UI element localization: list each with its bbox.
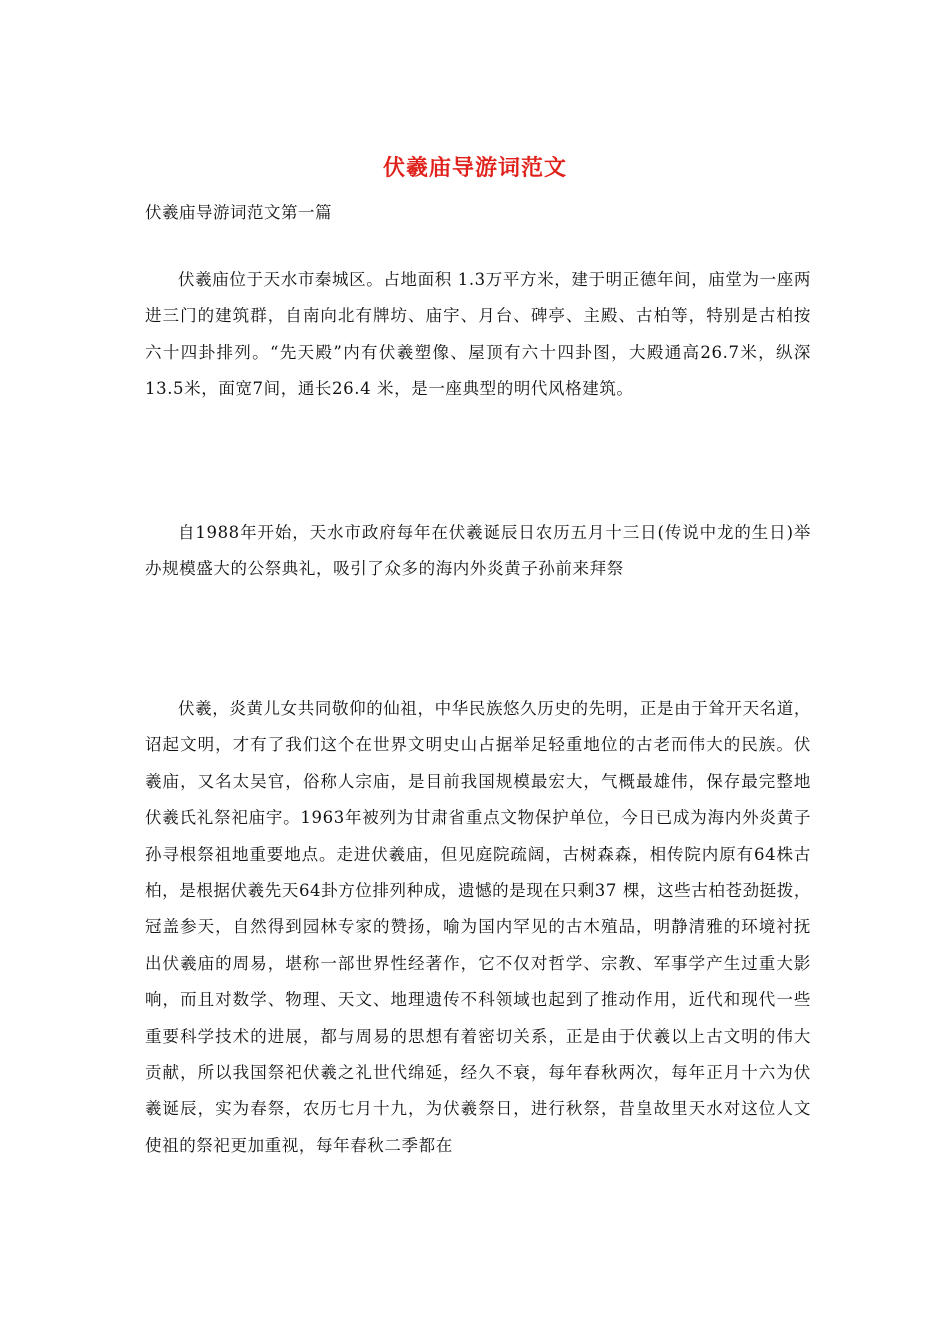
paragraph-location: 伏羲庙位于天水市秦城区。占地面积 1.3万平方米，建于明正德年间，庙堂为一座两进三门的建筑群，自南向北有牌坊、庙宇、月台、碑亭、主殿、古柏等，特别是古柏按六十四卦排列。“先天殿”内有伏羲塑像、屋顶有六十四卦图，大殿通高26.7米，纵深13.5米，面宽7间，通长26.4 米，是一座典型的明代风格建筑。	[145, 270, 811, 399]
paragraph-history: 伏羲，炎黄儿女共同敬仰的仙祖，中华民族悠久历史的先明，正是由于耸开天名道，诏起文明，才有了我们这个在世界文明史山占据举足轻重地位的古老而伟大的民族。伏羲庙，又名太吴官，俗称人宗庙，是目前我国规模最宏大，气概最雄伟，保存最完整地伏羲氏礼祭祀庙宇。1963年被列为甘肃省重点文物保护单位，今日已成为海内外炎黄子孙寻根祭祖地重要地点。走进伏羲庙，但见庭院疏阔，古树森森，相传院内原有64株古柏，是根据伏羲先天64卦方位排列种成，遗憾的是现在只剩37 棵，这些古柏苍劲挺拨，冠盖参天，自然得到园林专家的赞扬，喻为国内罕见的古木殖品，明静清雅的环境衬抚出伏羲庙的周易，堪称一部世界性经著作，它不仅对哲学、宗教、军事学产生过重大影响，而且对数学、物理、天文、地理遗传不科领域也起到了推动作用，近代和现代一些重要科学技术的进展，都与周易的思想有着密切关系，正是由于伏羲以上古文明的伟大贡献，所以我国祭祀伏羲之礼世代绵延，经久不衰，每年春秋两次，每年正月十六为伏羲诞辰，实为春祭，农历七月十九，为伏羲祭日，进行秋祭，昔皇故里天水对这位人文使祖的祭祀更加重视，每年春秋二季都在	[145, 699, 811, 1155]
document-title: 伏羲庙导游词范文	[382, 155, 567, 181]
section-heading: 伏羲庙导游词范文第一篇	[145, 203, 332, 222]
paragraph-ceremony: 自1988年开始，天水市政府每年在伏羲诞辰日农历五月十三日(传说中龙的生日)举办规模盛大的公祭典礼，吸引了众多的海内外炎黄子孙前来拜祭	[145, 523, 811, 579]
